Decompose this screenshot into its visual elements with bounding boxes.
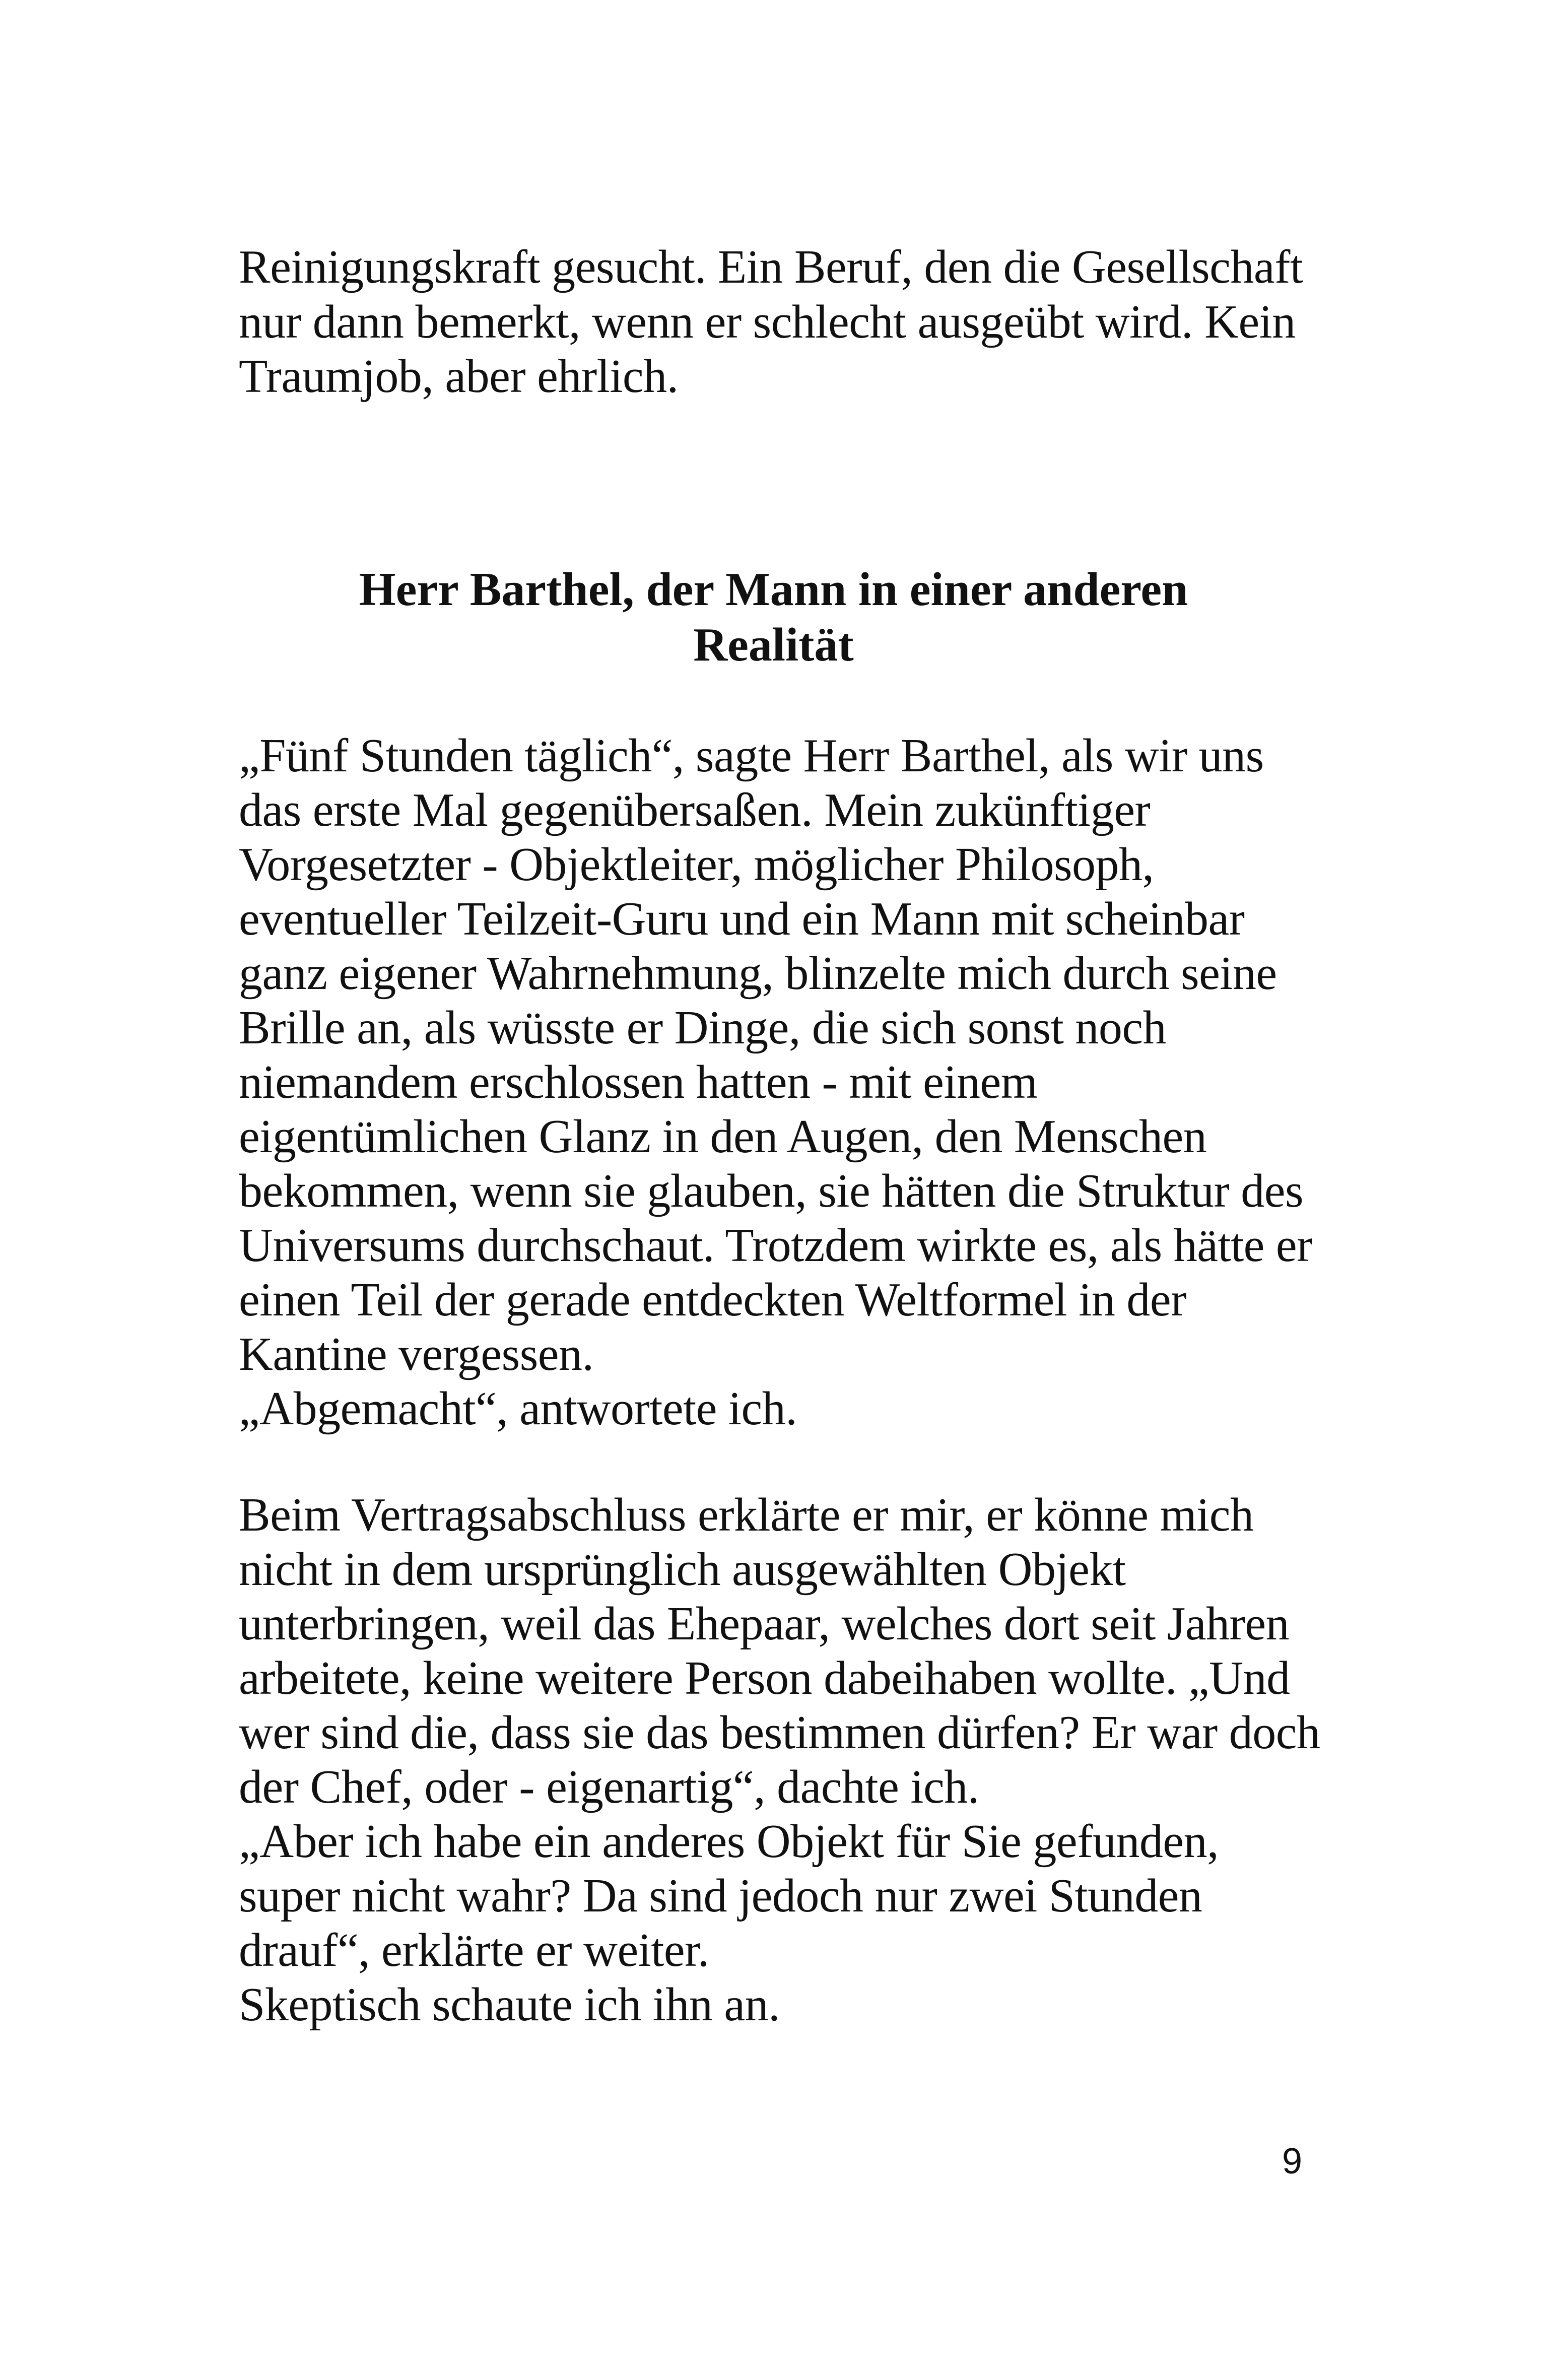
text-line: arbeitete, keine weitere Person dabeihaben wollte. „Und [239,1652,1290,1704]
text-line: eventueller Teilzeit-Guru und ein Mann mit scheinbar [239,893,1245,945]
heading-line: Herr Barthel, der Mann in einer anderen [359,563,1188,616]
text-line: eigentümlichen Glanz in den Augen, den Menschen [239,1110,1207,1163]
text-line: ganz eigener Wahrnehmung, blinzelte mich durch seine [239,947,1277,1000]
text-line: einen Teil der gerade entdeckten Weltformel in der [239,1274,1186,1326]
text-line: „Aber ich habe ein anderes Objekt für Sie gefunden, [239,1815,1219,1868]
text-line: der Chef, oder - eigenartig“, dachte ich. [239,1761,979,1813]
text-line: Brille an, als wüsste er Dinge, die sich sonst noch [239,1002,1167,1054]
text-line: nicht in dem ursprünglich ausgewählten Objekt [239,1543,1126,1596]
text-line: super nicht wahr? Da sind jedoch nur zwei Stunden [239,1870,1202,1922]
text-line: niemandem erschlossen hatten - mit einem [239,1056,1038,1108]
text-line: Beim Vertragsabschluss erklärte er mir, er könne mich [239,1489,1254,1541]
text-line: wer sind die, dass sie das bestimmen dürfen? Er war doch [239,1706,1320,1759]
text-line: bekommen, wenn sie glauben, sie hätten die Struktur des [239,1165,1304,1217]
text-line: „Abgemacht“, antwortete ich. [239,1382,797,1435]
text-line: Vorgesetzter - Objektleiter, möglicher Philosoph, [239,838,1154,891]
text-line: Skeptisch schaute ich ihn an. [239,1978,780,2031]
text-line: Kantine vergessen. [239,1328,594,1380]
text-line: drauf“, erklärte er weiter. [239,1924,709,1976]
text-line: das erste Mal gegenübersaßen. Mein zukünftiger [239,784,1151,836]
text-line: nur dann bemerkt, wenn er schlecht ausgeübt wird. Kein [239,296,1296,348]
text-line: Reinigungskraft gesucht. Ein Beruf, den die Gesellschaft [239,241,1303,293]
text-line: „Fünf Stunden täglich“, sagte Herr Barthel, als wir uns [239,730,1264,782]
page-number: 9 [1282,2141,1303,2181]
heading-line: Realität [693,619,854,671]
text-line: unterbringen, weil das Ehepaar, welches dort seit Jahren [239,1598,1290,1650]
text-line: Traumjob, aber ehrlich. [239,350,679,403]
text-line: Universums durchschaut. Trotzdem wirkte es, als hätte er [239,1219,1312,1272]
